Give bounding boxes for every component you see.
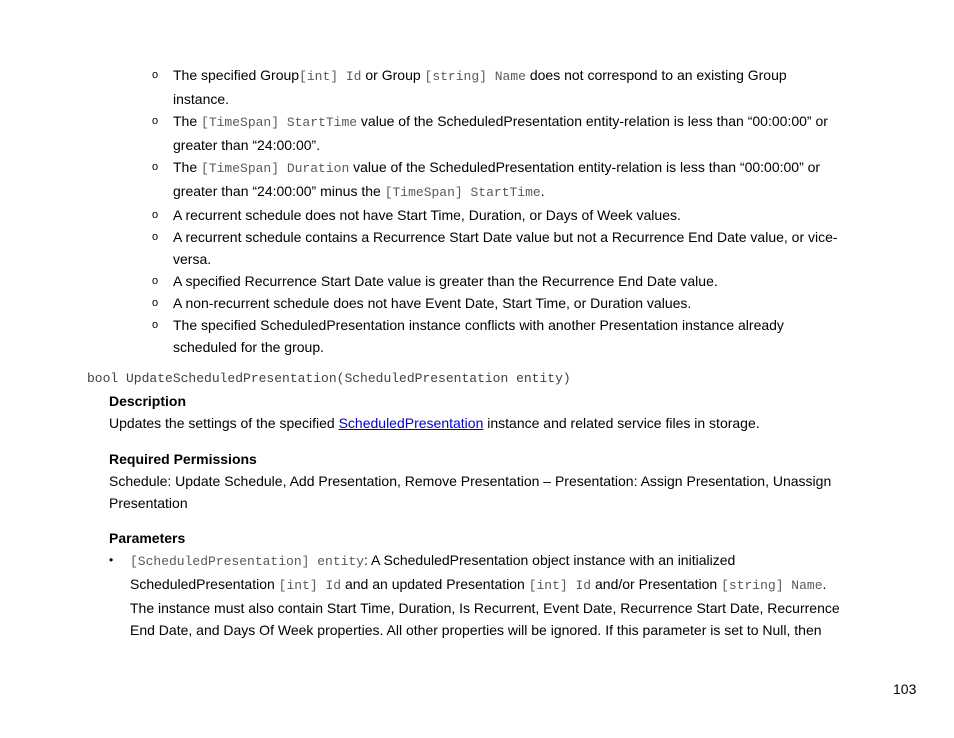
parameters-heading-block: [109, 527, 879, 549]
description-text-after: instance and related service files in storage.: [483, 415, 760, 431]
text-fragment: A recurrent schedule contains a Recurrence Start Date value but not a Recurrence End Date value, or vice-: [173, 229, 838, 245]
code-identifier: [TimeSpan] StartTime: [201, 115, 358, 130]
error-condition-line: [173, 292, 870, 314]
error-condition-continuation: greater than “24:00:00”.: [173, 137, 321, 153]
text-fragment: does not correspond to an existing Group: [525, 67, 787, 83]
text-fragment: End Date, and Days Of Week properties. All other properties will be ignored. If this parameter is set to Null, then: [130, 622, 822, 638]
method-signature: bool UpdateScheduledPresentation(ScheduledPresentation entity): [87, 371, 571, 386]
text-fragment: ScheduledPresentation: [130, 576, 279, 592]
error-condition-item: [150, 292, 870, 314]
description-text-before: Updates the settings of the specified: [109, 415, 339, 431]
text-fragment: A non-recurrent schedule does not have Event Date, Start Time, or Duration values.: [173, 295, 692, 311]
disc-bullet: •: [109, 553, 114, 567]
circle-bullet: o: [152, 69, 159, 81]
code-identifier: [TimeSpan] StartTime: [384, 185, 541, 200]
parameter-line: [130, 619, 879, 641]
error-condition-line: [173, 110, 870, 134]
code-identifier: [ScheduledPresentation] entity: [130, 554, 365, 569]
text-fragment: The: [173, 113, 202, 129]
error-condition-continuation: versa.: [173, 251, 212, 267]
text-fragment: The specified ScheduledPresentation instance conflicts with another Presentation instance already: [173, 317, 784, 333]
text-fragment: The instance must also contain Start Time, Duration, Is Recurrent, Event Date, Recurrence Start Date, Recurrence: [130, 600, 840, 616]
error-condition-line: [173, 270, 870, 292]
error-condition-item: [150, 110, 870, 156]
parameters-list: [109, 549, 879, 641]
parameter-item: [109, 549, 879, 641]
text-fragment: or Group: [361, 67, 425, 83]
error-condition-line: [173, 226, 870, 248]
circle-bullet: o: [152, 161, 159, 173]
code-identifier: [TimeSpan] Duration: [201, 161, 350, 176]
circle-bullet: o: [152, 231, 159, 243]
code-identifier: [int] Id: [299, 69, 362, 84]
error-condition-continuation: [173, 180, 870, 204]
text-fragment: and an updated Presentation: [341, 576, 529, 592]
text-fragment: A specified Recurrence Start Date value is greater than the Recurrence End Date value.: [173, 273, 718, 289]
error-condition-continuation: instance.: [173, 91, 230, 107]
text-fragment: value of the ScheduledPresentation entity-relation is less than “00:00:00” or: [349, 159, 821, 175]
error-condition-continuation: scheduled for the group.: [173, 339, 324, 355]
circle-bullet: o: [152, 115, 159, 127]
text-fragment: greater than “24:00:00” minus the: [173, 183, 385, 199]
parameters-heading: Parameters: [109, 530, 186, 546]
error-condition-line: [173, 64, 870, 88]
error-condition-item: [150, 314, 870, 358]
text-fragment: .: [540, 183, 545, 199]
circle-bullet: o: [152, 297, 159, 309]
text-fragment: and/or Presentation: [591, 576, 722, 592]
error-condition-item: [150, 156, 870, 204]
circle-bullet: o: [152, 275, 159, 287]
parameter-line: [130, 597, 879, 619]
circle-bullet: o: [152, 209, 159, 221]
error-condition-item: [150, 226, 870, 270]
parameter-line: [130, 549, 879, 573]
description-section: [109, 390, 879, 434]
code-identifier: [int] Id: [528, 578, 592, 593]
text-fragment: A recurrent schedule does not have Start Time, Duration, or Days of Week values.: [173, 207, 681, 223]
permissions-section: [109, 448, 879, 514]
text-fragment: The: [173, 159, 202, 175]
text-fragment: .: [822, 576, 827, 592]
code-identifier: [int] Id: [278, 578, 342, 593]
error-condition-line: [173, 314, 870, 336]
text-fragment: value of the ScheduledPresentation entity-relation is less than “00:00:00” or: [357, 113, 828, 129]
scheduled-presentation-link[interactable]: ScheduledPresentation: [338, 415, 484, 431]
error-condition-item: [150, 64, 870, 110]
error-condition-item: [150, 270, 870, 292]
error-condition-line: [173, 204, 870, 226]
parameter-line: [130, 573, 879, 597]
code-identifier: [string] Name: [721, 578, 823, 593]
description-heading: Description: [109, 393, 187, 409]
text-fragment: : A ScheduledPresentation object instance with an initialized: [364, 552, 736, 568]
circle-bullet: o: [152, 319, 159, 331]
text-fragment: The specified Group: [173, 67, 300, 83]
error-conditions-list: [150, 64, 870, 358]
permissions-heading: Required Permissions: [109, 451, 257, 467]
code-identifier: [string] Name: [424, 69, 526, 84]
permissions-text-line-1: Schedule: Update Schedule, Add Presentation, Remove Presentation – Presentation: Assign Presentation, Unassign: [109, 473, 832, 489]
page-number: 103: [893, 681, 917, 697]
description-text: [109, 412, 879, 434]
error-condition-item: [150, 204, 870, 226]
permissions-text-line-2: Presentation: [109, 495, 188, 511]
error-condition-line: [173, 156, 870, 180]
